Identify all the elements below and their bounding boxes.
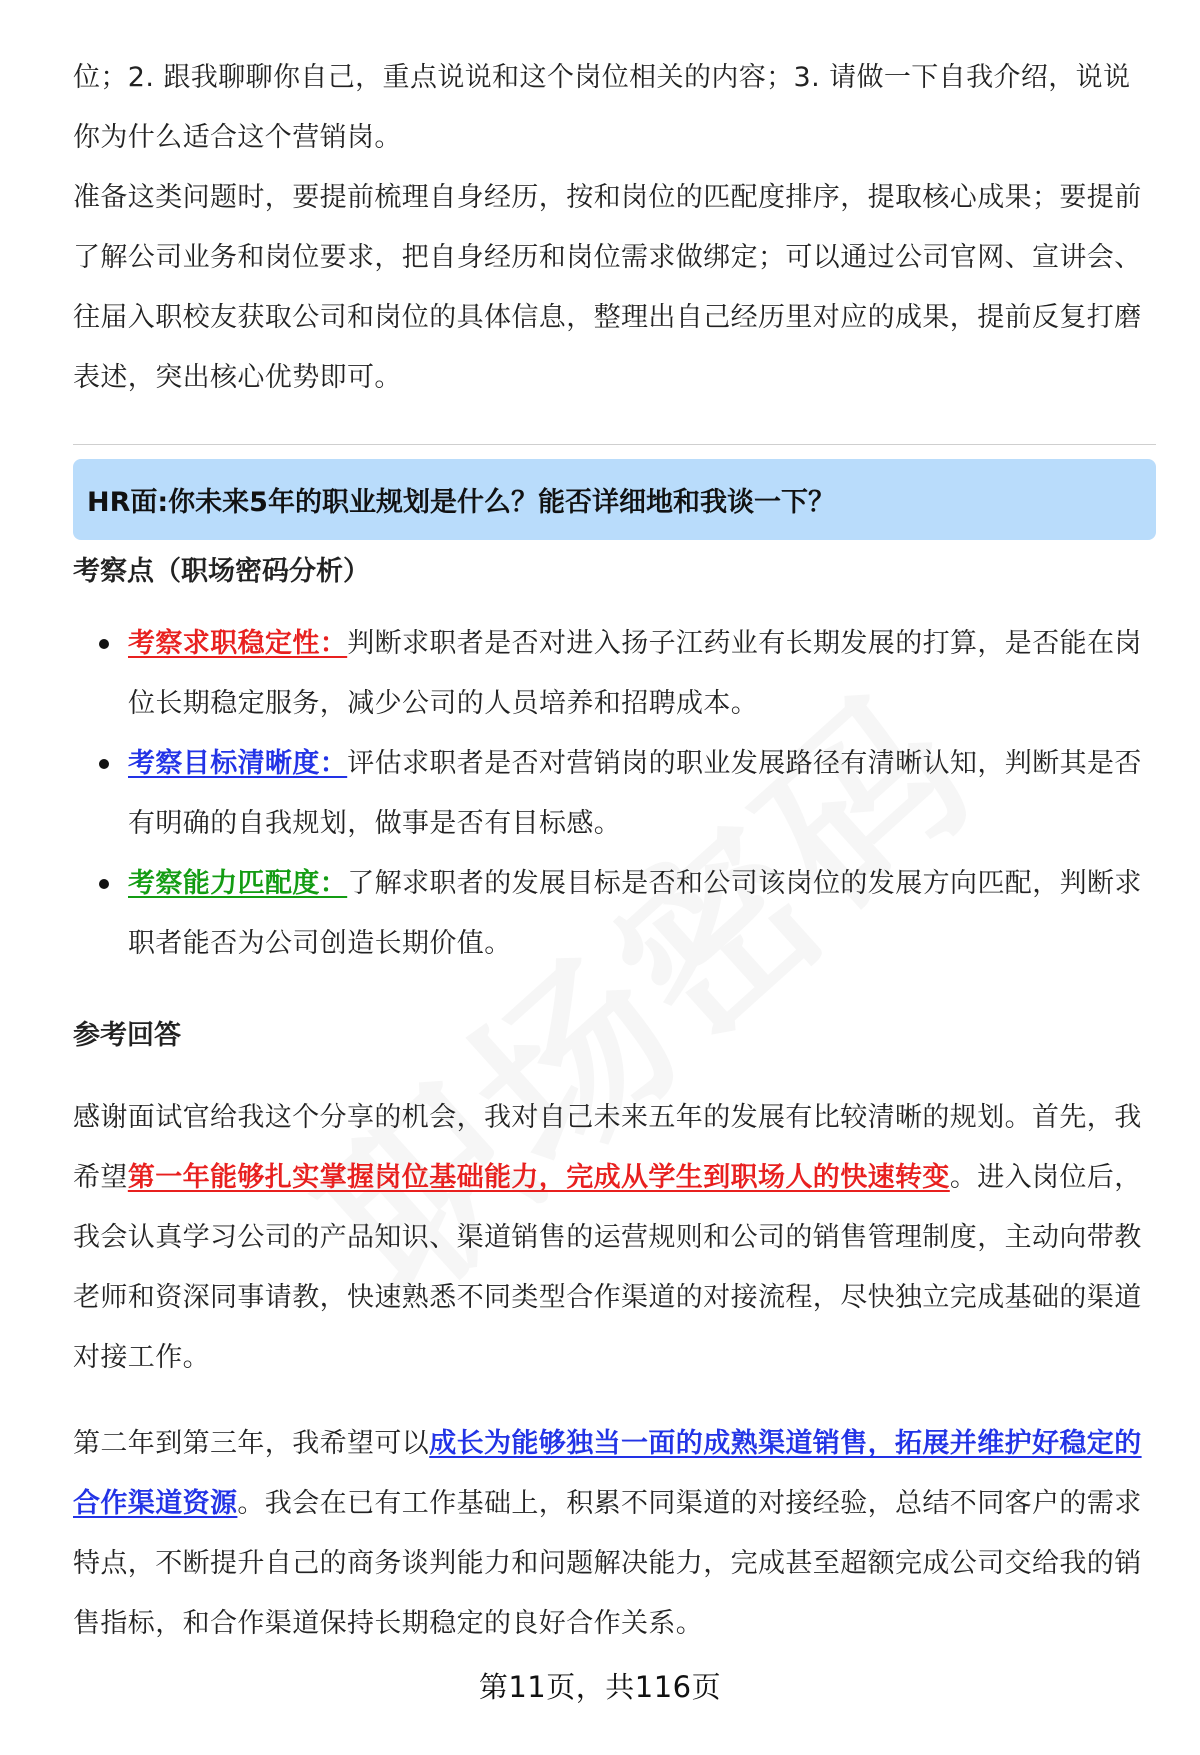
answer-paragraph-2 <box>73 1414 1156 1654</box>
answer-text: 感谢面试官给我这个分享的机会，我对自己未来五年的发展有比较清晰的规划。首先，我希望 <box>73 1102 1142 1193</box>
intro-paragraph-1: 位；2. 跟我聊聊你自己，重点说说和这个岗位相关的内容；3. 请做一下自我介绍，说说你为什么适合这个营销岗。 <box>73 62 1131 153</box>
bullet-icon <box>99 879 109 889</box>
page-content <box>73 48 1156 1654</box>
section-title: 考察点（职场密码分析） <box>73 556 370 587</box>
bullet-icon <box>99 759 109 769</box>
answer-text: 。进入岗位后，我会认真学习公司的产品知识、渠道销售的运营规则和公司的销售管理制度，主动向带教老师和资深同事请教，快速熟悉不同类型合作渠道的对接流程，尽快独立完成基础的渠道对接工作。 <box>73 1162 1142 1373</box>
point-text: 了解求职者的发展目标是否和公司该岗位的发展方向匹配，判断求职者能否为公司创造长期价值。 <box>128 868 1142 959</box>
question-banner <box>73 459 1156 540</box>
answer-text: 第二年到第三年，我希望可以 <box>73 1428 430 1459</box>
point-keyword: 考察能力匹配度： <box>128 868 348 899</box>
reference-answer-title: 参考回答 <box>73 1020 181 1051</box>
answer-paragraph-1 <box>73 1088 1156 1388</box>
point-text: 判断求职者是否对进入扬子江药业有长期发展的打算，是否能在岗位长期稳定服务，减少公司的人员培养和招聘成本。 <box>128 628 1142 719</box>
assessment-point <box>128 734 1156 854</box>
point-text: 评估求职者是否对营销岗的职业发展路径有清晰认知，判断其是否有明确的自我规划，做事是否有目标感。 <box>128 748 1142 839</box>
question-text: HR面:你未来5年的职业规划是什么？能否详细地和我谈一下？ <box>87 487 835 518</box>
assessment-point <box>128 614 1156 734</box>
point-keyword: 考察求职稳定性： <box>128 628 348 659</box>
intro-paragraph-2: 准备这类问题时，要提前梳理自身经历，按和岗位的匹配度排序，提取核心成果；要提前了解公司业务和岗位要求，把自身经历和岗位需求做绑定；可以通过公司官网、宣讲会、往届入职校友获取公司和岗位的具体信息，整理出自己经历里对应的成果，提前反复打磨表述，突出核心优势即可。 <box>73 182 1142 393</box>
bullet-icon <box>99 639 109 649</box>
assessment-points-list <box>73 614 1156 974</box>
point-keyword: 考察目标清晰度： <box>128 748 348 779</box>
page-footer: 第11页，共116页 <box>478 1670 722 1704</box>
answer-highlight: 第一年能够扎实掌握岗位基础能力，完成从学生到职场人的快速转变 <box>127 1162 950 1193</box>
assessment-point <box>128 854 1156 974</box>
answer-text: 。我会在已有工作基础上，积累不同渠道的对接经验，总结不同客户的需求特点，不断提升自己的商务谈判能力和问题解决能力，完成甚至超额完成公司交给我的销售指标，和合作渠道保持长期稳定的良好合作关系。 <box>73 1488 1142 1639</box>
answer-highlight: 成长为能够独当一面的成熟渠道销售，拓展并维护好稳定的合作渠道资源 <box>73 1428 1142 1519</box>
divider <box>73 444 1156 445</box>
